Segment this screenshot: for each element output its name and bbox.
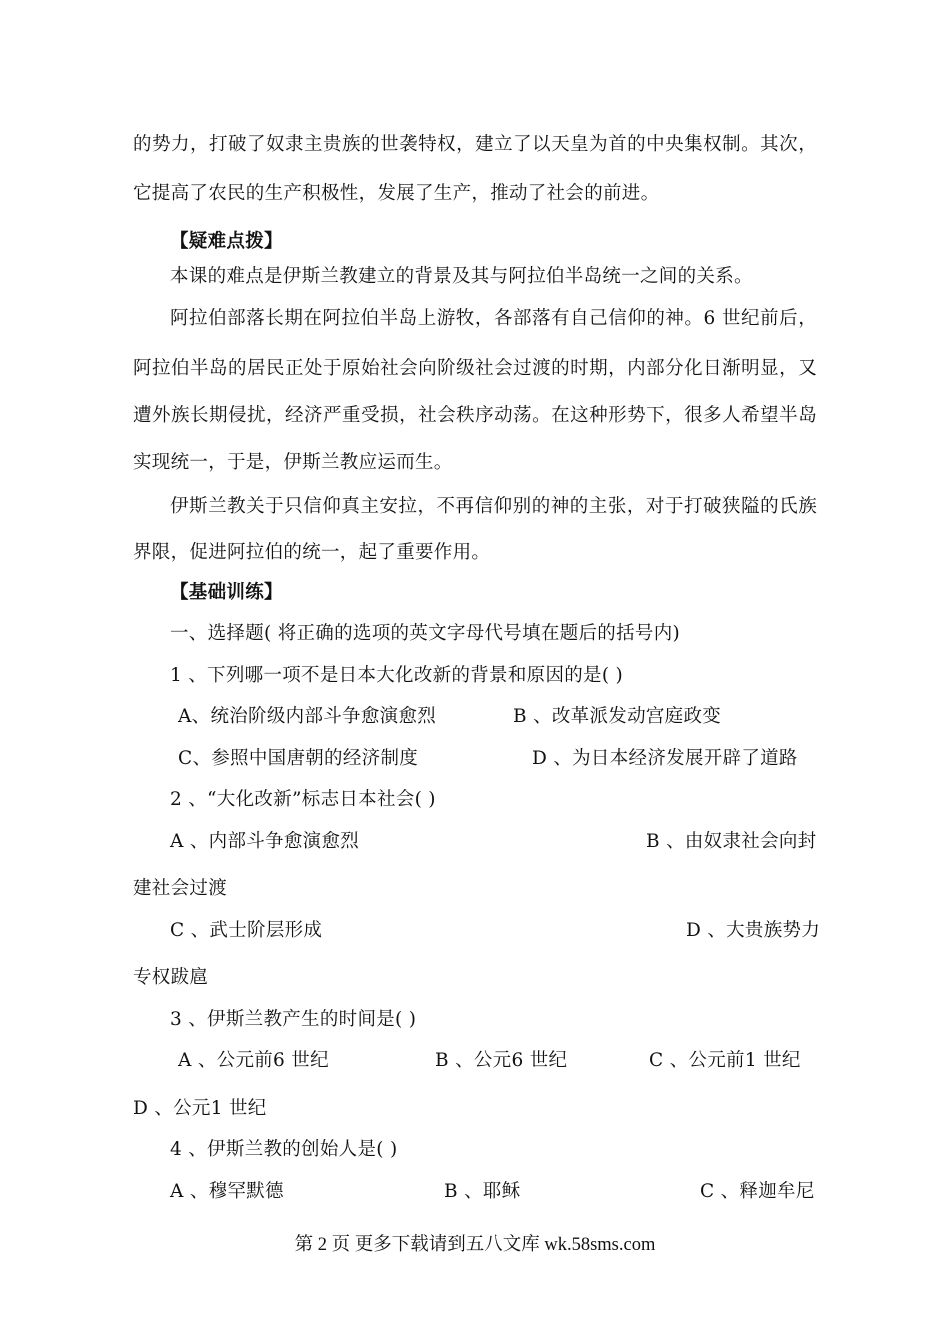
section-title: 一、选择题( 将正确的选项的英文字母代号填在题后的括号内)	[170, 623, 681, 644]
difficulty-paragraph-1: 本课的难点是伊斯兰教建立的背景及其与阿拉伯半岛统一之间的关系。	[170, 266, 753, 287]
intro-line-1: 的势力，打破了奴隶主贵族的世袭特权，建立了以天皇为首的中央集权制。其次，	[133, 134, 817, 155]
q1-option-b: B 、改革派发动宫庭政变	[513, 706, 722, 727]
intro-line-2: 它提高了农民的生产积极性，发展了生产，推动了社会的前进。	[133, 183, 660, 204]
q1-stem: 1 、下列哪一项不是日本大化改新的背景和原因的是( )	[170, 665, 624, 686]
q3-option-c: C 、公元前1 世纪	[649, 1050, 801, 1071]
difficulty-p2-line-4: 实现统一，于是，伊斯兰教应运而生。	[133, 452, 453, 473]
difficulty-p2-line-1: 阿拉伯部落长期在阿拉伯半岛上游牧，各部落有自己信仰的神。6 世纪前后，	[170, 308, 817, 329]
training-heading: 【基础训练】	[170, 582, 283, 603]
difficulty-heading: 【疑难点拨】	[170, 231, 283, 252]
difficulty-p3-line-1: 伊斯兰教关于只信仰真主安拉，不再信仰别的神的主张，对于打破狭隘的氏族	[170, 496, 817, 517]
q3-option-b: B 、公元6 世纪	[435, 1050, 568, 1071]
q2-option-a: A 、内部斗争愈演愈烈	[170, 831, 360, 852]
difficulty-p3-line-2: 界限，促进阿拉伯的统一，起了重要作用。	[133, 542, 491, 563]
q2-option-d-continued: 专权跋扈	[133, 967, 209, 988]
q2-option-b: B 、由奴隶社会向封	[646, 831, 817, 852]
q4-option-c: C 、释迦牟尼	[700, 1181, 815, 1202]
q1-option-c: C、参照中国唐朝的经济制度	[178, 748, 419, 769]
page-footer: 第 2 页 更多下载请到五八文库 wk.58sms.com	[294, 1235, 656, 1255]
q2-option-d: D 、大贵族势力	[686, 920, 821, 941]
q4-stem: 4 、伊斯兰教的创始人是( )	[170, 1139, 398, 1160]
q3-option-a: A 、公元前6 世纪	[178, 1050, 329, 1071]
q1-option-a: A、统治阶级内部斗争愈演愈烈	[178, 706, 437, 727]
q3-option-d: D 、公元1 世纪	[133, 1098, 267, 1119]
difficulty-p2-line-2: 阿拉伯半岛的居民正处于原始社会向阶级社会过渡的时期，内部分化日渐明显，又	[133, 358, 817, 379]
q2-stem: 2 、“大化改新”标志日本社会( )	[170, 789, 436, 810]
q4-option-b: B 、耶稣	[444, 1181, 521, 1202]
q3-stem: 3 、伊斯兰教产生的时间是( )	[170, 1009, 417, 1030]
q1-option-d: D 、为日本经济发展开辟了道路	[532, 748, 798, 769]
difficulty-p2-line-3: 遭外族长期侵扰，经济严重受损，社会秩序动荡。在这种形势下，很多人希望半岛	[133, 405, 817, 426]
q2-option-c: C 、武士阶层形成	[170, 920, 323, 941]
q4-option-a: A 、穆罕默德	[170, 1181, 284, 1202]
q2-option-b-continued: 建社会过渡	[133, 878, 228, 899]
